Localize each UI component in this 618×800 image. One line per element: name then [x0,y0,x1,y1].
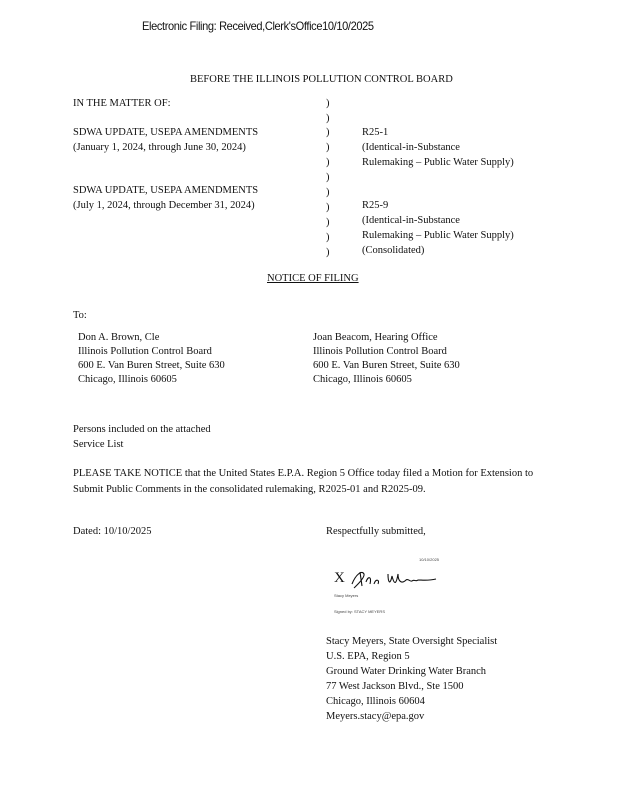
recipient-org: Illinois Pollution Control Board [313,346,447,357]
signer-block [326,634,497,724]
caption-paren: ) [326,247,330,258]
case1-desc1: (Identical-in-Substance [362,142,460,153]
recipient-org: Illinois Pollution Control Board [78,346,212,357]
case2-desc3: (Consolidated) [362,245,425,256]
signer-street: 77 West Jackson Blvd., Ste 1500 [326,681,464,692]
caption-paren: ) [326,157,330,168]
handwritten-signature [348,566,440,592]
filing-stamp: Electronic Filing: Received,Clerk'sOffice10/10/2025 [142,19,374,33]
recipient-block [78,331,225,387]
notice-line1: PLEASE TAKE NOTICE that the United States E.P.A. Region 5 Office today filed a Motion for Extension to [73,468,534,479]
recipient-city: Chicago, Illinois 60605 [78,374,177,385]
case2-dates: (July 1, 2024, through December 31, 2024) [73,200,255,211]
notice-line2: Submit Public Comments in the consolidated rulemaking, R2025-01 and R2025-09. [73,484,426,495]
caption-paren: ) [326,127,330,138]
caption-paren: ) [326,217,330,228]
to-label: To: [73,310,87,321]
persons-line1: Persons included on the attached [73,424,211,435]
case2-number: R25-9 [362,200,389,211]
case1-number: R25-1 [362,127,389,138]
signature-x-mark: X [334,570,345,586]
signer-name-title: Stacy Meyers, State Oversight Specialist [326,636,498,647]
caption-paren: ) [326,202,330,213]
signer-city: Chicago, Illinois 60604 [326,696,425,707]
case1-title: SDWA UPDATE, USEPA AMENDMENTS [73,127,259,138]
case1-desc2: Rulemaking – Public Water Supply) [362,157,514,168]
recipient-name: Don A. Brown, Cle [78,332,160,343]
signer-agency: U.S. EPA, Region 5 [326,651,410,662]
caption-paren: ) [326,113,330,124]
case1-dates: (January 1, 2024, through June 30, 2024) [73,142,246,153]
caption-paren: ) [326,232,330,243]
matter-label: IN THE MATTER OF: [73,98,171,109]
recipient-street: 600 E. Van Buren Street, Suite 630 [313,360,460,371]
digital-signature [332,556,462,618]
persons-line2: Service List [73,439,124,450]
recipient-block [313,331,460,387]
caption-paren-column [326,96,330,126]
signature-name-small: Stacy Meyers [334,593,359,598]
case2-desc1: (Identical-in-Substance [362,215,460,226]
dated-line: Dated: 10/10/2025 [73,526,152,537]
signature-signed-by: Signed by: STACY MEYERS [334,609,385,614]
recipient-name: Joan Beacom, Hearing Office [313,332,438,343]
signer-email: Meyers.stacy@epa.gov [326,711,425,722]
caption-paren: ) [326,172,330,183]
board-title: BEFORE THE ILLINOIS POLLUTION CONTROL BOARD [190,74,453,85]
case2-title: SDWA UPDATE, USEPA AMENDMENTS [73,185,259,196]
caption-paren: ) [326,98,330,109]
case2-desc2: Rulemaking – Public Water Supply) [362,230,514,241]
signer-branch: Ground Water Drinking Water Branch [326,666,487,677]
recipient-city: Chicago, Illinois 60605 [313,374,412,385]
respectfully-line: Respectfully submitted, [326,526,426,537]
caption-paren-column [326,125,330,260]
notice-title: NOTICE OF FILING [267,273,359,284]
caption-paren: ) [326,142,330,153]
recipient-street: 600 E. Van Buren Street, Suite 630 [78,360,225,371]
signature-date: 10/10/2025 [419,557,440,562]
caption-paren: ) [326,187,330,198]
